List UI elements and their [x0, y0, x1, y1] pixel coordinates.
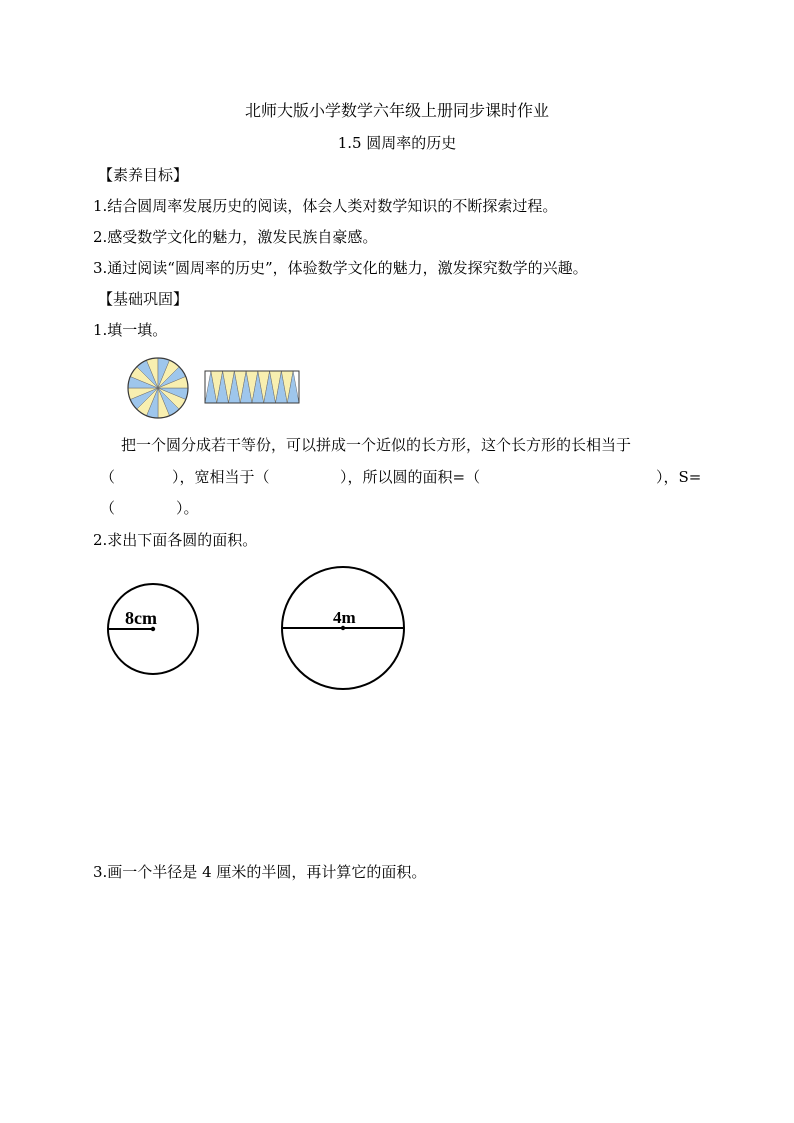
question-1-text-area: ），所以圆的面积=（: [340, 468, 481, 486]
lesson-subtitle: 1.5 圆周率的历史: [337, 134, 457, 152]
section-heading-basic: 【基础巩固】: [98, 290, 189, 308]
question-2-prompt: 2.求出下面各圆的面积。: [93, 531, 258, 549]
question-1-paren-open-2: （: [100, 499, 116, 517]
question-3-prompt: 3.画一个半径是 4 厘米的半圆，再计算它的面积。: [93, 863, 427, 881]
goal-item-1: 1.结合圆周率发展历史的阅读，体会人类对数学知识的不断探索过程。: [93, 197, 558, 215]
question-1-text-width: ），宽相当于（: [172, 468, 270, 486]
question-1-prompt: 1.填一填。: [93, 321, 168, 339]
circle-diameter-label: 4m: [333, 608, 356, 627]
circle-radius-label: 8cm: [125, 608, 157, 628]
rearranged-rectangle-figure: [204, 370, 300, 404]
circle-diameter-figure: [276, 562, 410, 696]
question-1-text-s: ），S=: [656, 468, 702, 486]
question-1-paren-open-1: （: [100, 468, 116, 486]
goal-item-2: 2.感受数学文化的魅力，激发民族自豪感。: [93, 228, 378, 246]
question-1-line-1: 把一个圆分成若干等份，可以拼成一个近似的长方形，这个长方形的长相当于: [121, 436, 632, 454]
document-title: 北师大版小学数学六年级上册同步课时作业: [244, 101, 549, 120]
goal-item-3: 3.通过阅读“圆周率的历史”，体验数学文化的魅力，激发探究数学的兴趣。: [93, 259, 588, 277]
section-heading-goals: 【素养目标】: [98, 166, 189, 184]
question-1-text-end: ）。: [176, 499, 199, 517]
circle-radius-figure: [100, 582, 204, 678]
sector-circle-figure: [126, 356, 190, 420]
